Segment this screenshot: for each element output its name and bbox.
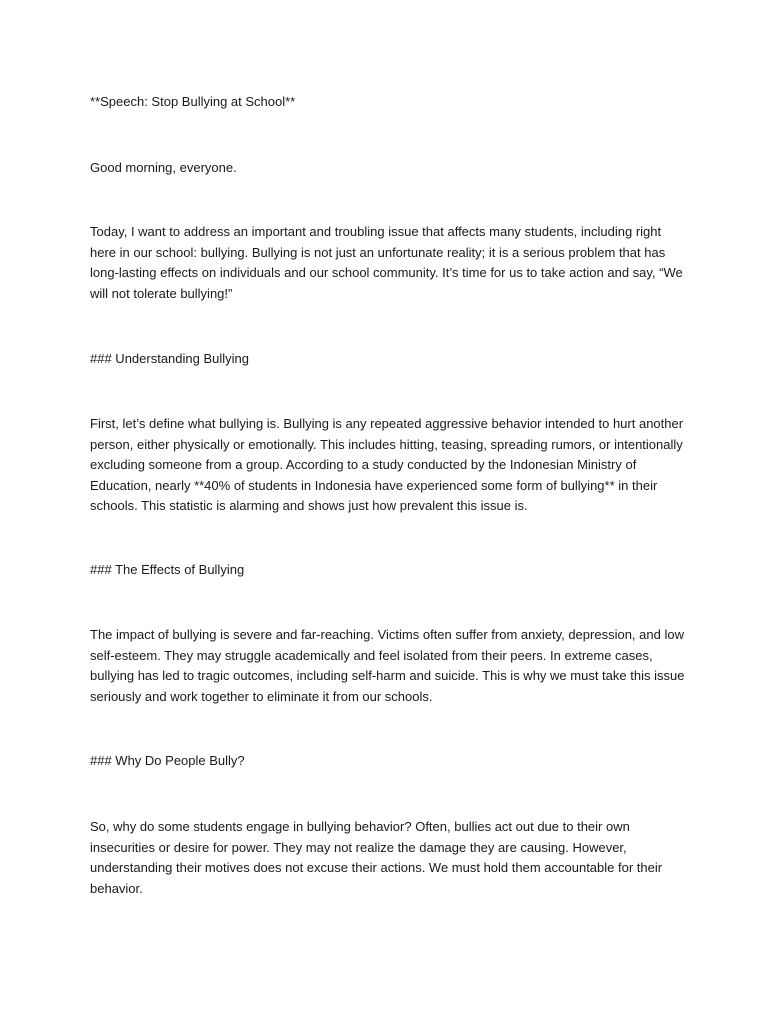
section-heading-understanding: ### Understanding Bullying bbox=[90, 351, 249, 366]
paragraph-line: seriously and work together to eliminate it from our schools. bbox=[90, 688, 433, 704]
paragraph-line: person, either physically or emotionally. This includes hitting, teasing, spreading rumors, or intentionally bbox=[90, 436, 683, 452]
paragraph-line: So, why do some students engage in bullying behavior? Often, bullies act out due to their own bbox=[90, 819, 630, 834]
why-paragraph bbox=[90, 817, 686, 899]
speech-title: **Speech: Stop Bullying at School** bbox=[90, 94, 296, 109]
paragraph-line: here in our school: bullying. Bullying is not just an unfortunate reality; it is a serious problem that has bbox=[90, 244, 666, 260]
paragraph-line: The impact of bullying is severe and far-reaching. Victims often suffer from anxiety, depression, and low bbox=[90, 627, 684, 642]
paragraph-line: schools. This statistic is alarming and shows just how prevalent this issue is. bbox=[90, 498, 528, 513]
section-heading-effects: ### The Effects of Bullying bbox=[90, 562, 245, 577]
paragraph-line: Education, nearly **40% of students in Indonesia have experienced some form of bullying** in their bbox=[90, 477, 658, 493]
section-heading-why: ### Why Do People Bully? bbox=[90, 753, 245, 768]
paragraph-line: excluding someone from a group. According to a study conducted by the Indonesian Ministry of bbox=[90, 457, 637, 472]
paragraph-line: self-esteem. They may struggle academically and feel isolated from their peers. In extreme cases, bbox=[90, 647, 653, 663]
paragraph-line: will not tolerate bullying!” bbox=[90, 285, 233, 301]
understanding-paragraph bbox=[90, 414, 686, 517]
paragraph-line: bullying has led to tragic outcomes, including self-harm and suicide. This is why we must take this issue bbox=[90, 668, 685, 683]
paragraph-line: insecurities or desire for power. They may not realize the damage they are causing. However, bbox=[90, 839, 627, 855]
greeting-line: Good morning, everyone. bbox=[90, 160, 237, 175]
paragraph-line: behavior. bbox=[90, 880, 143, 896]
paragraph-line: long-lasting effects on individuals and our school community. It’s time for us to take action and say, “We bbox=[90, 265, 683, 280]
effects-paragraph bbox=[90, 625, 686, 707]
intro-paragraph bbox=[90, 222, 686, 304]
paragraph-line: Today, I want to address an important and troubling issue that affects many students, including right bbox=[90, 224, 662, 239]
paragraph-line: understanding their motives does not excuse their actions. We must hold them accountable for their bbox=[90, 860, 663, 875]
paragraph-line: First, let’s define what bullying is. Bullying is any repeated aggressive behavior intended to hurt another bbox=[90, 416, 684, 431]
